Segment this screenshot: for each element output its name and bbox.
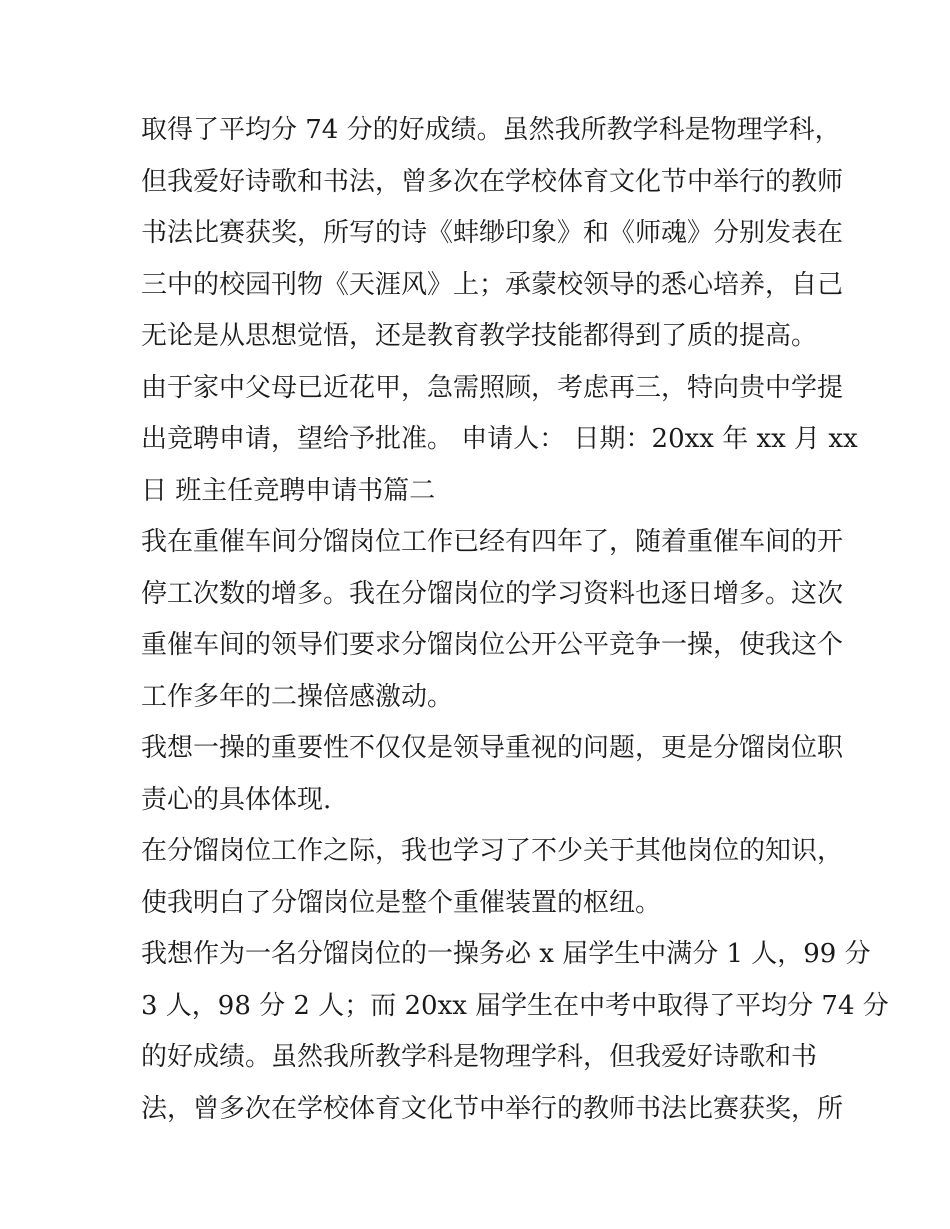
section-heading-line: 日 班主任竞聘申请书篇二 — [141, 475, 436, 506]
text-line: 我在重催车间分馏岗位工作已经有四年了，随着重催车间的开 — [141, 527, 844, 557]
text-line: 我想一操的重要性不仅仅是领导重视的问题，更是分馏岗位职 — [141, 733, 844, 763]
text-line: 3 人，98 分 2 人；而 20xx 届学生在中考中取得了平均分 74 分 — [141, 990, 889, 1021]
text-line: 的好成绩。虽然我所教学科是物理学科，但我爱好诗歌和书 — [141, 1042, 818, 1072]
text-line: 工作多年的二操倍感激动。 — [141, 681, 454, 712]
text-line: 由于家中父母已近花甲，急需照顾，考虑再三，特向贵中学提 — [141, 372, 844, 403]
text-line: 出竞聘申请，望给予批准。 申请人： 日期：20xx 年 xx 月 xx — [141, 424, 858, 454]
text-line: 书法比赛获奖，所写的诗《蚌缈印象》和《师魂》分别发表在 — [141, 218, 844, 248]
text-line: 我想作为一名分馏岗位的一操务必 x 届学生中满分 1 人，99 分 — [141, 939, 871, 969]
text-line: 无论是从思想觉悟，还是教育教学技能都得到了质的提高。 — [141, 321, 818, 351]
text-line: 停工次数的增多。我在分馏岗位的学习资料也逐日增多。这次 — [141, 578, 844, 609]
text-line: 三中的校园刊物《天涯风》上；承蒙校领导的悉心培养，自己 — [141, 269, 844, 300]
text-line: 但我爱好诗歌和书法，曾多次在学校体育文化节中举行的教师 — [141, 166, 844, 197]
text-line: 取得了平均分 74 分的好成绩。虽然我所教学科是物理学科， — [141, 115, 841, 145]
text-line: 使我明白了分馏岗位是整个重催装置的枢纽。 — [141, 887, 662, 918]
text-line: 责心的具体体现. — [141, 784, 332, 815]
text-line: 重催车间的领导们要求分馏岗位公开公平竞争一操，使我这个 — [141, 630, 844, 660]
document-body — [141, 105, 889, 1135]
text-line: 在分馏岗位工作之际，我也学习了不少关于其他岗位的知识， — [141, 836, 844, 866]
text-line: 法，曾多次在学校体育文化节中举行的教师书法比赛获奖，所 — [141, 1093, 844, 1124]
